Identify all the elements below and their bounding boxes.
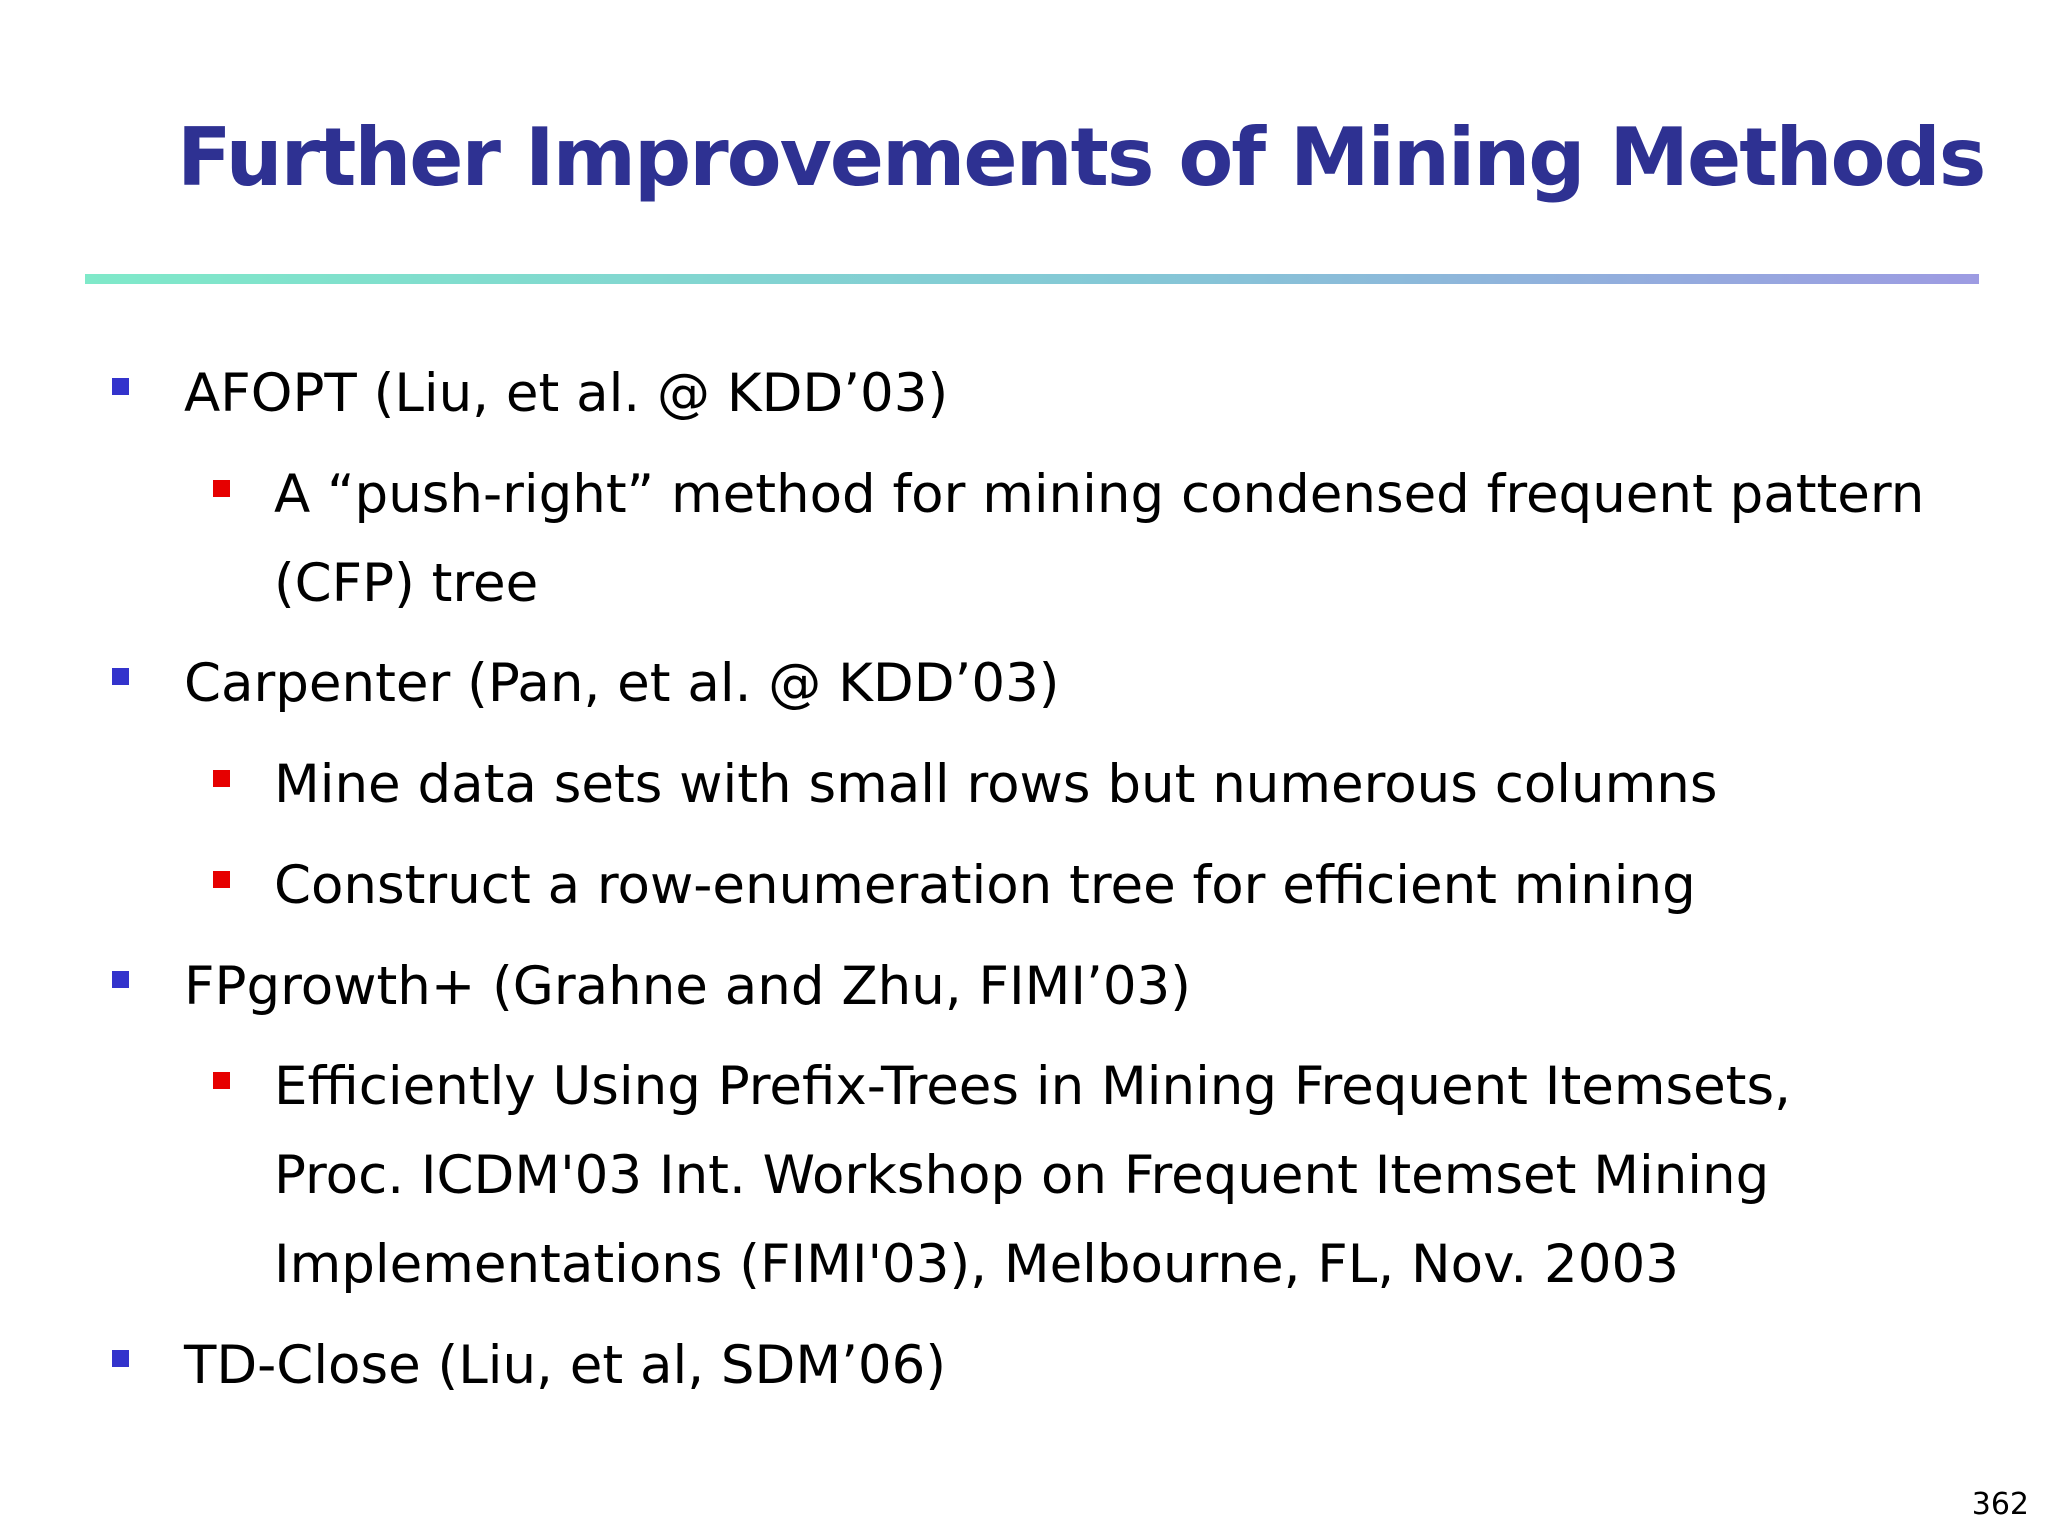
sub-bullet-text-line: Mine data sets with small rows but numerous columns [274,754,1718,815]
square-bullet-icon [112,971,129,988]
sub-bullet-text-line: Implementations (FIMI'03), Melbourne, FL, Nov. 2003 [274,1234,1679,1295]
sub-bullet-text-line: Construct a row-enumeration tree for efficient mining [274,855,1696,916]
square-bullet-icon [213,1072,230,1089]
square-bullet-icon [213,871,230,888]
slide-title: Further Improvements of Mining Methods [177,111,1985,204]
sub-bullet-text-line: A “push-right” method for mining condensed frequent pattern [274,464,1925,525]
square-bullet-icon [213,770,230,787]
bullet-text: Carpenter (Pan, et al. @ KDD’03) [184,653,1060,714]
page-number: 362 [1971,1487,2029,1522]
bullet-text: FPgrowth+ (Grahne and Zhu, FIMI’03) [184,956,1191,1017]
square-bullet-icon [112,668,129,685]
square-bullet-icon [213,480,230,497]
sub-bullet-text-line: Efficiently Using Prefix-Trees in Mining Frequent Itemsets, [274,1056,1791,1117]
bullet-text: AFOPT (Liu, et al. @ KDD’03) [184,363,949,424]
square-bullet-icon [112,1350,129,1367]
square-bullet-icon [112,378,129,395]
bullet-text: TD-Close (Liu, et al, SDM’06) [184,1335,947,1396]
sub-bullet-text-line: (CFP) tree [274,553,539,614]
sub-bullet-text-line: Proc. ICDM'03 Int. Workshop on Frequent Itemset Mining [274,1145,1770,1206]
